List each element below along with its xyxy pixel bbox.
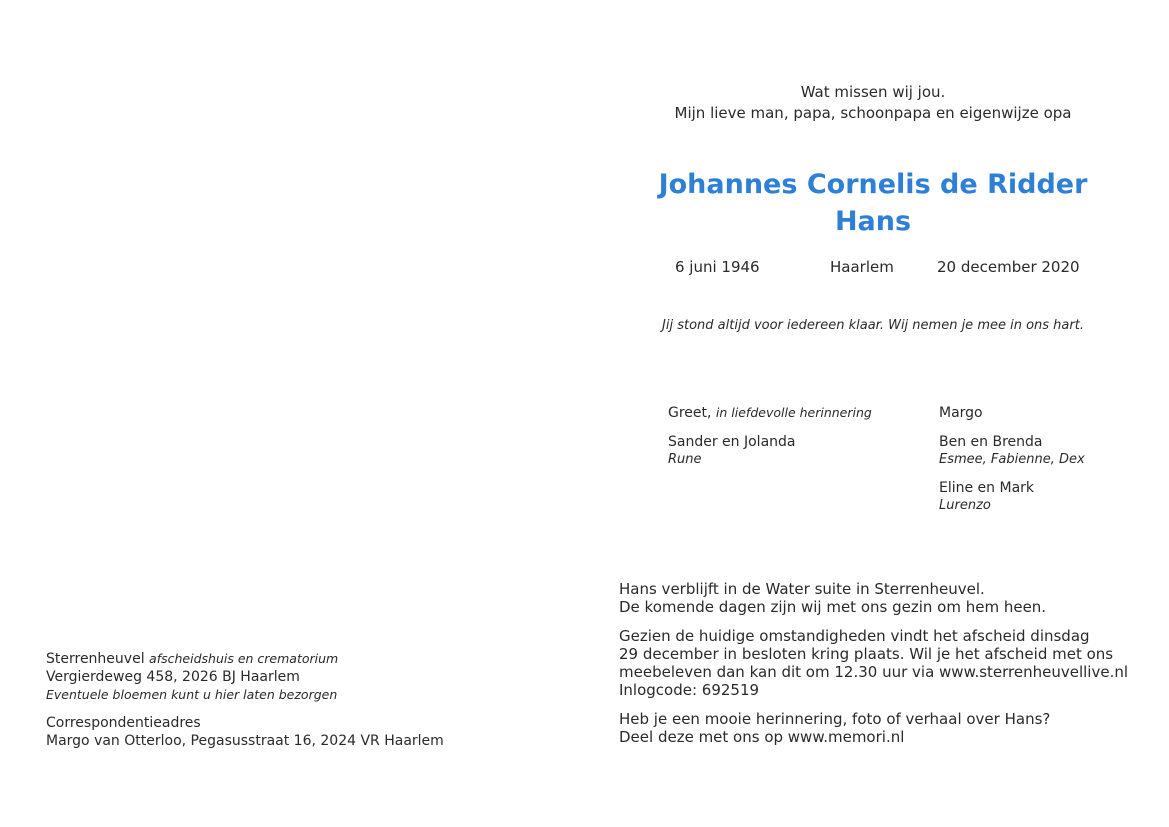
family-children: Esmee, Fabienne, Dex: [939, 452, 1085, 467]
info-text: Gezien de huidige omstandigheden vindt het afscheid dinsdag: [619, 627, 1090, 645]
family-name: Greet,: [668, 405, 712, 421]
family-member-name: Sander en Jolanda: [668, 434, 796, 450]
birth-date: 6 juni 1946: [675, 258, 760, 276]
info-text: Heb je een mooie herinnering, foto of verhaal over Hans?: [619, 710, 1051, 728]
family-right-column: [939, 404, 1085, 515]
info-text: Deel deze met ons op www.memori.nl: [619, 728, 905, 746]
family-note: in liefdevolle herinnering: [715, 405, 872, 420]
info-text: meebeleven dan kan dit om 12.30 uur via www.sterrenheuvellive.nl: [619, 663, 1129, 681]
family-member-name: Eline en Mark: [939, 480, 1035, 496]
family-left-column: [668, 404, 872, 469]
funeral-home-type: afscheidshuis en crematorium: [149, 651, 339, 666]
family-children: Rune: [668, 452, 702, 467]
family-member-name: Margo: [939, 405, 983, 421]
family-member-name: Ben en Brenda: [939, 434, 1043, 450]
deceased-nickname: Hans: [834, 206, 912, 237]
deceased-full-name: Johannes Cornelis de Ridder: [658, 169, 1088, 200]
info-text: De komende dagen zijn wij met ons gezin om hem heen.: [619, 598, 1047, 616]
flowers-note: Eventuele bloemen kunt u hier laten bezorgen: [46, 687, 338, 702]
info-block: [619, 580, 1128, 746]
funeral-home-block: [46, 650, 444, 750]
death-date: 20 december 2020: [937, 258, 1080, 276]
correspondence-address: Margo van Otterloo, Pegasusstraat 16, 2024 VR Haarlem: [46, 733, 444, 749]
quote: Jij stond altijd voor iedereen klaar. Wij nemen je mee in ons hart.: [662, 318, 1084, 333]
login-code: Inlogcode: 692519: [619, 681, 760, 699]
place: Haarlem: [830, 258, 894, 276]
header-line-2: Mijn lieve man, papa, schoonpapa en eigenwijze opa: [674, 104, 1072, 122]
header-line-1: Wat missen wij jou.: [800, 83, 946, 101]
info-text: 29 december in besloten kring plaats. Wil je het afscheid met ons: [619, 645, 1114, 663]
info-text: Hans verblijft in de Water suite in Sterrenheuvel.: [619, 580, 985, 598]
family-member: [668, 404, 872, 422]
correspondence-label: Correspondentieadres: [46, 715, 201, 731]
family-children: Lurenzo: [939, 498, 991, 513]
funeral-home: [46, 650, 444, 668]
funeral-home-name: Sterrenheuvel: [46, 651, 145, 667]
funeral-home-address: Vergierdeweg 458, 2026 BJ Haarlem: [46, 669, 300, 685]
